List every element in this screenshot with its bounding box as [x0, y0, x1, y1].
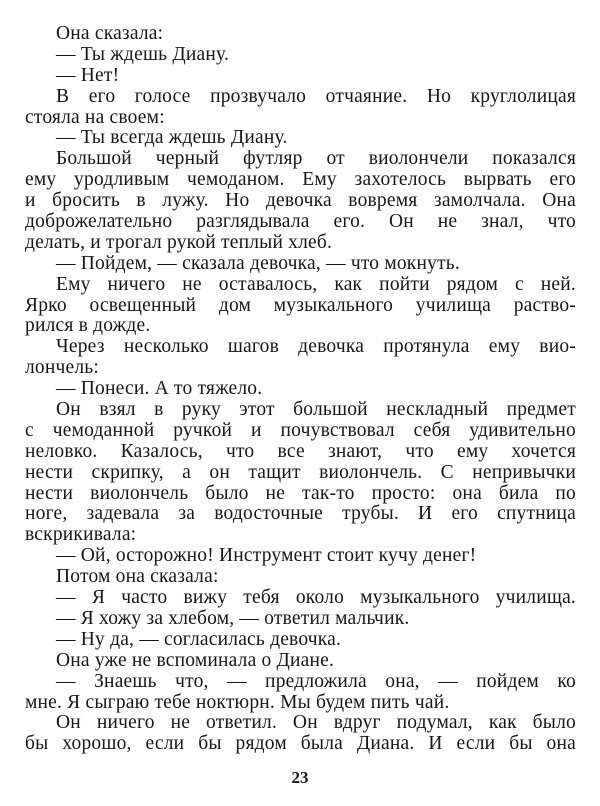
text-line: Он ничего не ответил. Он вдруг подумал, как было — [56, 712, 576, 734]
text-line: Она уже не вспоминала о Диане. — [56, 649, 335, 671]
text-line: мне. Я сыграю тебе ноктюрн. Мы будем пить чай. — [25, 691, 450, 713]
text-line: Ярко освещенный дом музыкального училища раство- — [25, 294, 576, 316]
text-line: доброжелательно разглядывала его. Он не знал, что — [25, 211, 576, 233]
text-line: — Я часто вижу тебя около музыкального училища. — [56, 587, 576, 609]
text-line: с чемоданной ручкой и почувствовал себя удивительно — [25, 419, 576, 441]
text-line: делать, и трогал рукой теплый хлеб. — [25, 231, 333, 253]
text-line: и бросить в лужу. Но девочка вовремя замолчала. Она — [25, 190, 576, 212]
text-line: рился в дожде. — [25, 315, 151, 337]
text-line: лончель: — [25, 357, 100, 379]
text-line: нести скрипку, а он тащит виолончель. С непривычки — [25, 461, 576, 483]
text-line: Ему ничего не оставалось, как пойти рядом с ней. — [56, 273, 576, 295]
text-line: бы хорошо, если бы рядом была Диана. И если бы она — [25, 733, 576, 755]
text-line: — Ты ждешь Диану. — [56, 43, 230, 65]
text-line: Он взял в руку этот большой нескладный предмет — [56, 399, 576, 421]
text-line: — Знаешь что, — предложила она, — пойдем ко — [56, 670, 576, 692]
text-line: Через несколько шагов девочка протянула ему вио- — [56, 336, 576, 358]
text-line: — Ой, осторожно! Инструмент стоит кучу денег! — [56, 545, 477, 567]
text-line: Она сказала: — [56, 23, 164, 44]
text-line: — Пойдем, — сказала девочка, — что мокнуть. — [56, 252, 460, 274]
text-line: В его голосе прозвучало отчаяние. Но круглолицая — [56, 85, 576, 107]
text-line: Большой черный футляр от виолончели показался — [56, 148, 576, 170]
text-line: нести виолончель было не так-то просто: она била по — [25, 482, 576, 504]
text-line: — Понеси. А то тяжело. — [56, 378, 263, 400]
text-line: — Я хожу за хлебом, — ответил мальчик. — [56, 607, 410, 629]
text-line: стояла на своем: — [25, 106, 165, 128]
text-line: ноге, задевала за водосточные трубы. И его спутница — [25, 503, 576, 525]
text-line: ему уродливым чемоданом. Ему захотелось вырвать его — [25, 169, 576, 191]
text-line: — Ну да, — согласилась девочка. — [56, 628, 342, 650]
text-line: — Ты всегда ждешь Диану. — [56, 127, 288, 149]
text-line: вскрикивала: — [25, 524, 137, 546]
text-line: неловко. Казалось, что все знают, что ему хочется — [25, 440, 576, 462]
text-line: — Нет! — [56, 64, 120, 86]
page-number: 23 — [291, 768, 309, 787]
page-text — [25, 24, 576, 755]
text-line: Потом она сказала: — [56, 566, 219, 588]
